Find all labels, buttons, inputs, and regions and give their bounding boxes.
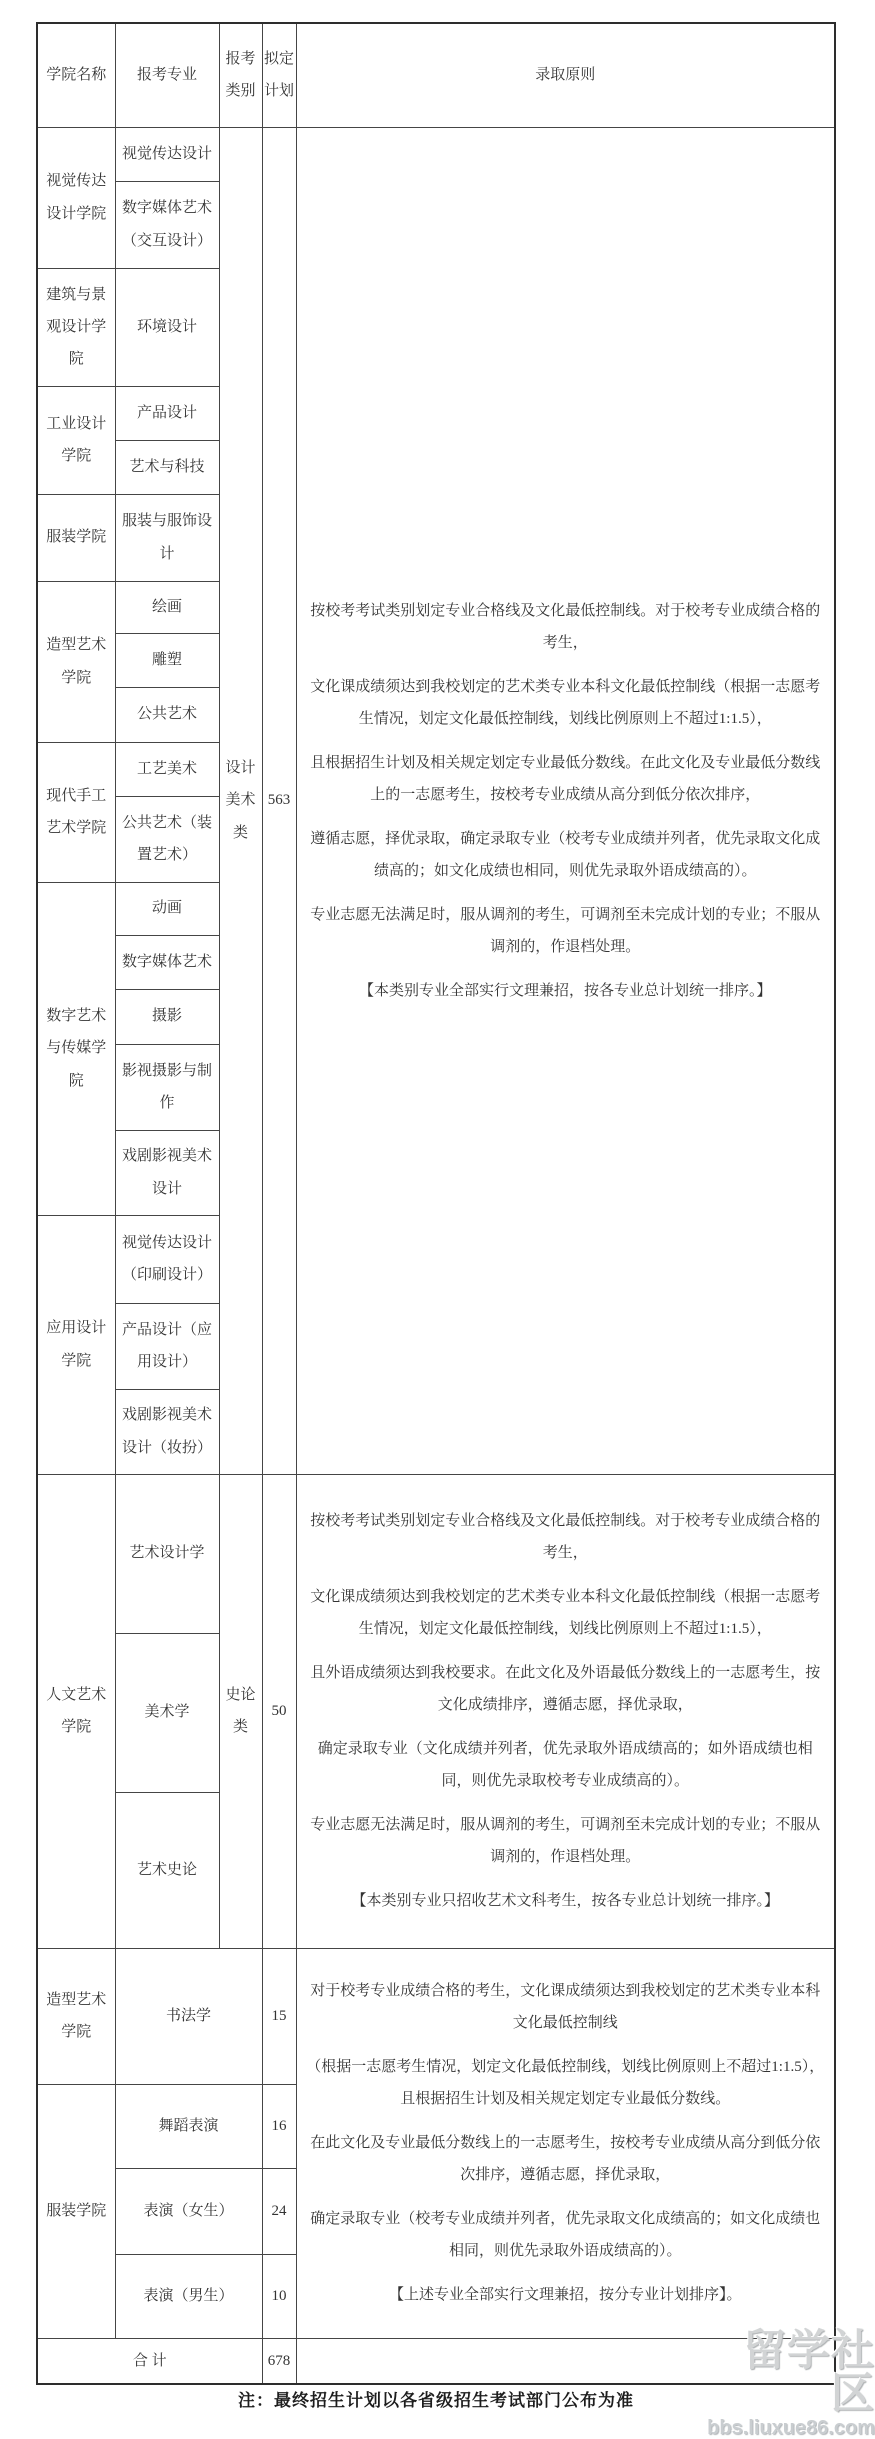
principle-paragraph: 确定录取专业（校考专业成绩并列者，优先录取文化成绩高的；如文化成绩也相同，则优先录取外语成绩高的）。 [310,2211,821,2259]
cell-category: 设计美术类 [219,127,262,1474]
principle-paragraph: 【上述专业全部实行文理兼招，按分专业计划排序】。 [388,2287,742,2303]
cell-major: 视觉传达设计（印刷设计） [115,1215,219,1303]
cell-college: 造型艺术学院 [37,581,115,742]
cell-plan: 10 [262,2254,296,2338]
cell-plan: 15 [262,1948,296,2084]
cell-major: 影视摄影与制作 [115,1044,219,1130]
cell-major: 表演（男生） [115,2254,262,2338]
principle-paragraph: 【本类别专业全部实行文理兼招，按各专业总计划统一排序。】 [358,982,772,999]
principle-paragraph: 且根据招生计划及相关规定划定专业最低分数线。在此文化及专业最低分数线上的一志愿考生，按校考专业成绩从高分到低分依次排序， [310,754,821,803]
principle-paragraph: 确定录取专业（文化成绩并列者，优先录取外语成绩高的；如外语成绩也相同，则优先录取校考专业成绩高的）。 [317,1741,813,1789]
clipped-caption: 注：最终招生计划以各省级招生考试部门公布为准 [238,2391,634,2410]
table-header-row [37,23,835,127]
cell-major: 表演（女生） [115,2168,262,2254]
principle-paragraph: 对于校考专业成绩合格的考生，文化课成绩须达到我校划定的艺术类专业本科文化最低控制线 [310,1983,821,2031]
cell-major: 数字媒体艺术 [115,935,219,989]
principle-paragraph: 按校考考试类别划定专业合格线及文化最低控制线。对于校考专业成绩合格的考生， [310,602,821,651]
cell-major: 工艺美术 [115,742,219,796]
cell-college: 现代手工艺术学院 [37,742,115,882]
cell-major: 视觉传达设计 [115,127,219,181]
principle-paragraph: （根据一志愿考生情况，划定文化最低控制线，划线比例原则上不超过1:1.5），且根据招生计划及相关规定划定专业最低分数线。 [306,2059,825,2107]
cell-major: 雕塑 [115,633,219,687]
cell-major: 戏剧影视美术设计 [115,1130,219,1215]
cell-major: 摄影 [115,989,219,1044]
cell-college: 应用设计学院 [37,1215,115,1474]
header-college: 学院名称 [37,23,115,127]
cell-major: 数字媒体艺术（交互设计） [115,181,219,268]
cell-college: 工业设计学院 [37,386,115,494]
cell-major: 公共艺术 [115,687,219,742]
cell-college: 建筑与景观设计学院 [37,268,115,386]
table-row [37,1948,835,2084]
cell-college: 服装学院 [37,494,115,581]
principle-paragraph: 遵循志愿，择优录取，确定录取专业（校考专业成绩并列者，优先录取文化成绩高的；如文化成绩也相同，则优先录取外语成绩高的）。 [310,830,821,879]
cell-major: 书法学 [115,1948,262,2084]
cell-major: 环境设计 [115,268,219,386]
principle-paragraph: 在此文化及专业最低分数线上的一志愿考生，按校考专业成绩从高分到低分依次排序，遵循志愿，择优录取， [310,2135,821,2183]
table-row [37,127,835,181]
cell-major: 艺术史论 [115,1792,219,1948]
cell-major: 艺术设计学 [115,1474,219,1633]
header-principles: 录取原则 [296,23,835,127]
cell-major: 动画 [115,882,219,935]
total-label: 合 计 [37,2338,262,2384]
watermark-logo: 留学社区 [743,2328,875,2418]
watermark-url: bbs.liuxue86.com [707,2417,875,2439]
cell-principles-history-theory [296,1474,835,1948]
total-row [37,2338,835,2384]
header-major: 报考专业 [115,23,219,127]
principle-paragraph: 专业志愿无法满足时，服从调剂的考生，可调剂至未完成计划的专业；不服从调剂的，作退档处理。 [310,906,821,955]
cell-principles-design-art [296,127,835,1474]
cell-major: 服装与服饰设计 [115,494,219,581]
cell-college: 造型艺术学院 [37,1948,115,2084]
cell-plan: 16 [262,2084,296,2168]
cell-college: 服装学院 [37,2084,115,2338]
table-row [37,1474,835,1633]
header-plan: 拟定计划 [262,23,296,127]
header-category: 报考类别 [219,23,262,127]
cell-college: 视觉传达设计学院 [37,127,115,268]
cell-major: 艺术与科技 [115,440,219,494]
principle-paragraph: 专业志愿无法满足时，服从调剂的考生，可调剂至未完成计划的专业；不服从调剂的，作退档处理。 [310,1817,821,1865]
cell-plan: 24 [262,2168,296,2254]
cell-major: 美术学 [115,1633,219,1792]
total-principles-empty [296,2338,835,2384]
cell-plan: 50 [262,1474,296,1948]
cell-major: 戏剧影视美术设计（妆扮） [115,1389,219,1474]
admission-plan-table [36,22,836,2385]
total-value: 678 [262,2338,296,2384]
cell-major: 绘画 [115,581,219,633]
principle-paragraph: 文化课成绩须达到我校划定的艺术类专业本科文化最低控制线（根据一志愿考生情况，划定文化最低控制线，划线比例原则上不超过1:1.5）， [310,678,821,727]
cell-plan: 563 [262,127,296,1474]
principle-paragraph: 按校考考试类别划定专业合格线及文化最低控制线。对于校考专业成绩合格的考生， [310,1513,821,1561]
principle-paragraph: 文化课成绩须达到我校划定的艺术类专业本科文化最低控制线（根据一志愿考生情况，划定文化最低控制线，划线比例原则上不超过1:1.5）， [310,1589,821,1637]
cell-major: 公共艺术（装置艺术） [115,796,219,882]
principle-paragraph: 且外语成绩须达到我校要求。在此文化及外语最低分数线上的一志愿考生，按文化成绩排序，遵循志愿，择优录取， [310,1665,821,1713]
principle-paragraph: 【本类别专业只招收艺术文科考生，按各专业总计划统一排序。】 [351,1893,779,1909]
cell-college: 人文艺术学院 [37,1474,115,1948]
cell-major: 舞蹈表演 [115,2084,262,2168]
cell-category: 史论类 [219,1474,262,1948]
cell-major: 产品设计 [115,386,219,440]
cell-college: 数字艺术与传媒学院 [37,882,115,1215]
cell-principles-calligraphy-performance [296,1948,835,2338]
cell-major: 产品设计（应用设计） [115,1303,219,1389]
